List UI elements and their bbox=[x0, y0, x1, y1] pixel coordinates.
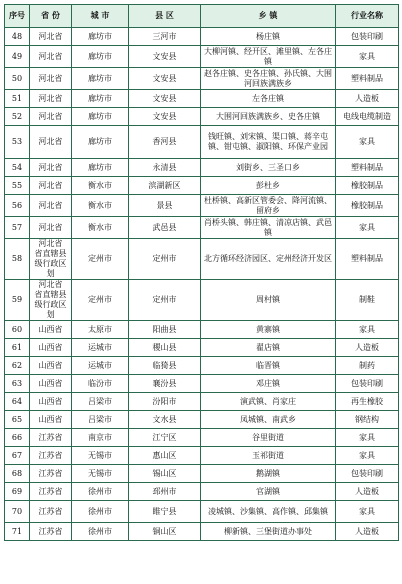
cell-industry: 人造板 bbox=[336, 339, 399, 357]
cell-industry: 橡胶制品 bbox=[336, 177, 399, 195]
cell-industry: 家具 bbox=[336, 217, 399, 239]
cell-city: 运城市 bbox=[72, 357, 129, 375]
table-row bbox=[5, 177, 399, 195]
table-row bbox=[5, 393, 399, 411]
cell-city: 廊坊市 bbox=[72, 68, 129, 90]
cell-town: 刘街乡、三圣口乡 bbox=[201, 159, 336, 177]
cell-industry: 制药 bbox=[336, 357, 399, 375]
cell-no: 64 bbox=[5, 393, 30, 411]
cell-county: 稷山县 bbox=[129, 339, 201, 357]
cell-no: 50 bbox=[5, 68, 30, 90]
cell-town: 周村镇 bbox=[201, 280, 336, 321]
cell-industry: 人造板 bbox=[336, 523, 399, 541]
cell-town: 翟店镇 bbox=[201, 339, 336, 357]
cell-town: 黄寨镇 bbox=[201, 321, 336, 339]
cell-county: 文安县 bbox=[129, 90, 201, 108]
cell-county: 文水县 bbox=[129, 411, 201, 429]
cell-province: 山西省 bbox=[30, 321, 72, 339]
cell-industry: 包装印刷 bbox=[336, 465, 399, 483]
cell-town: 鹅湖镇 bbox=[201, 465, 336, 483]
cell-town: 赵各庄镇、史各庄镇、孙氏镇、大围河回族满族乡 bbox=[201, 68, 336, 90]
cell-town: 杜桥镇、高新区管委会、降河流镇、留府乡 bbox=[201, 195, 336, 217]
cell-no: 70 bbox=[5, 501, 30, 523]
cell-city: 廊坊市 bbox=[72, 46, 129, 68]
table-row bbox=[5, 447, 399, 465]
cell-no: 52 bbox=[5, 108, 30, 126]
cell-industry: 人造板 bbox=[336, 483, 399, 501]
cell-town: 北方循环经济园区、定州经济开发区 bbox=[201, 239, 336, 280]
cell-province bbox=[30, 280, 72, 321]
cell-county: 铜山区 bbox=[129, 523, 201, 541]
cell-no: 71 bbox=[5, 523, 30, 541]
cell-province: 河北省 bbox=[30, 177, 72, 195]
table-row bbox=[5, 159, 399, 177]
cell-town: 谷里街道 bbox=[201, 429, 336, 447]
cell-industry: 制鞋 bbox=[336, 280, 399, 321]
table-row bbox=[5, 108, 399, 126]
cell-province: 江苏省 bbox=[30, 483, 72, 501]
cell-no: 56 bbox=[5, 195, 30, 217]
cell-city: 无锡市 bbox=[72, 447, 129, 465]
cell-province: 河北省 bbox=[30, 46, 72, 68]
cell-province: 江苏省 bbox=[30, 523, 72, 541]
cell-city: 廊坊市 bbox=[72, 126, 129, 159]
table-row bbox=[5, 465, 399, 483]
cell-no: 57 bbox=[5, 217, 30, 239]
cell-town: 钱旺镇、刘宋镇、渠口镇、蒋辛屯镇、钳屯镇、淑阳镇、环保产业园 bbox=[201, 126, 336, 159]
cell-county: 定州市 bbox=[129, 280, 201, 321]
cell-industry: 钢结构 bbox=[336, 411, 399, 429]
cell-county: 滨湖新区 bbox=[129, 177, 201, 195]
cell-province: 江苏省 bbox=[30, 465, 72, 483]
cell-town: 杨庄镇 bbox=[201, 28, 336, 46]
table-row bbox=[5, 280, 399, 321]
table-row bbox=[5, 239, 399, 280]
table-row bbox=[5, 126, 399, 159]
header-province: 省 份 bbox=[30, 5, 72, 28]
cell-province: 河北省 bbox=[30, 195, 72, 217]
table-row bbox=[5, 523, 399, 541]
cell-no: 63 bbox=[5, 375, 30, 393]
cell-city: 徐州市 bbox=[72, 501, 129, 523]
cell-town: 大围河回族满族乡、史各庄镇 bbox=[201, 108, 336, 126]
cell-town: 邓庄镇 bbox=[201, 375, 336, 393]
cell-town: 官湖镇 bbox=[201, 483, 336, 501]
table-row bbox=[5, 429, 399, 447]
cell-city: 廊坊市 bbox=[72, 90, 129, 108]
cell-no: 49 bbox=[5, 46, 30, 68]
cell-city: 徐州市 bbox=[72, 483, 129, 501]
cell-no: 65 bbox=[5, 411, 30, 429]
cell-industry: 橡胶制品 bbox=[336, 195, 399, 217]
cell-province: 山西省 bbox=[30, 357, 72, 375]
cell-no: 66 bbox=[5, 429, 30, 447]
cell-no: 54 bbox=[5, 159, 30, 177]
cell-province: 山西省 bbox=[30, 375, 72, 393]
cell-city: 运城市 bbox=[72, 339, 129, 357]
table-row bbox=[5, 90, 399, 108]
cell-industry: 电线电缆制造 bbox=[336, 108, 399, 126]
cell-no: 68 bbox=[5, 465, 30, 483]
cell-county: 江宁区 bbox=[129, 429, 201, 447]
cell-industry: 家具 bbox=[336, 429, 399, 447]
cell-no: 67 bbox=[5, 447, 30, 465]
cell-city: 太原市 bbox=[72, 321, 129, 339]
cell-county: 文安县 bbox=[129, 46, 201, 68]
header-row bbox=[5, 5, 399, 28]
table-row bbox=[5, 339, 399, 357]
cell-industry: 家具 bbox=[336, 126, 399, 159]
cell-county: 文安县 bbox=[129, 68, 201, 90]
cell-industry: 再生橡胶 bbox=[336, 393, 399, 411]
cell-county: 定州市 bbox=[129, 239, 201, 280]
table-body bbox=[5, 28, 399, 541]
cell-province-subdivision: 省直辖县级行政区划 bbox=[34, 290, 67, 319]
table-header bbox=[5, 5, 399, 28]
cell-city: 吕梁市 bbox=[72, 393, 129, 411]
cell-industry: 家具 bbox=[336, 321, 399, 339]
cell-no: 62 bbox=[5, 357, 30, 375]
cell-province: 河北省 bbox=[30, 159, 72, 177]
table-row bbox=[5, 375, 399, 393]
cell-no: 53 bbox=[5, 126, 30, 159]
table-row bbox=[5, 321, 399, 339]
cell-province-name: 河北省 bbox=[38, 239, 63, 248]
cell-town: 玉祁街道 bbox=[201, 447, 336, 465]
cell-county: 邳州市 bbox=[129, 483, 201, 501]
cell-province: 河北省 bbox=[30, 90, 72, 108]
cell-province: 山西省 bbox=[30, 339, 72, 357]
cell-county: 永清县 bbox=[129, 159, 201, 177]
cell-no: 51 bbox=[5, 90, 30, 108]
header-county: 县 区 bbox=[129, 5, 201, 28]
cell-city: 南京市 bbox=[72, 429, 129, 447]
cell-city: 衡水市 bbox=[72, 177, 129, 195]
cell-industry: 塑料制品 bbox=[336, 159, 399, 177]
cell-industry: 包装印刷 bbox=[336, 28, 399, 46]
cell-industry: 家具 bbox=[336, 46, 399, 68]
cell-county: 香河县 bbox=[129, 126, 201, 159]
table-row bbox=[5, 68, 399, 90]
cell-province: 河北省 bbox=[30, 108, 72, 126]
cell-county: 武邑县 bbox=[129, 217, 201, 239]
header-town: 乡 镇 bbox=[201, 5, 336, 28]
cell-province: 河北省 bbox=[30, 28, 72, 46]
cell-province: 河北省 bbox=[30, 217, 72, 239]
table-row bbox=[5, 46, 399, 68]
cell-province: 河北省 bbox=[30, 126, 72, 159]
table-row bbox=[5, 195, 399, 217]
cell-city: 廊坊市 bbox=[72, 108, 129, 126]
cell-no: 61 bbox=[5, 339, 30, 357]
cell-no: 59 bbox=[5, 280, 30, 321]
table-row bbox=[5, 501, 399, 523]
cell-town: 肖桥头镇、韩庄镇、清凉店镇、武邑镇 bbox=[201, 217, 336, 239]
header-industry: 行业名称 bbox=[336, 5, 399, 28]
cell-province-subdivision: 省直辖县级行政区划 bbox=[34, 249, 67, 278]
cell-industry: 家具 bbox=[336, 447, 399, 465]
cell-county: 阳曲县 bbox=[129, 321, 201, 339]
cell-city: 临汾市 bbox=[72, 375, 129, 393]
cell-no: 60 bbox=[5, 321, 30, 339]
cell-province: 河北省 bbox=[30, 68, 72, 90]
cell-city: 廊坊市 bbox=[72, 159, 129, 177]
cell-no: 58 bbox=[5, 239, 30, 280]
cell-no: 69 bbox=[5, 483, 30, 501]
header-city: 城 市 bbox=[72, 5, 129, 28]
table-row bbox=[5, 217, 399, 239]
cell-city: 吕梁市 bbox=[72, 411, 129, 429]
cell-town: 演武镇、肖家庄 bbox=[201, 393, 336, 411]
cell-city: 衡水市 bbox=[72, 195, 129, 217]
header-no: 序号 bbox=[5, 5, 30, 28]
cell-city: 衡水市 bbox=[72, 217, 129, 239]
cell-city: 廊坊市 bbox=[72, 28, 129, 46]
cell-county: 景县 bbox=[129, 195, 201, 217]
cell-province: 山西省 bbox=[30, 411, 72, 429]
cell-province: 江苏省 bbox=[30, 501, 72, 523]
cell-town: 凤城镇、南武乡 bbox=[201, 411, 336, 429]
cell-town: 左各庄镇 bbox=[201, 90, 336, 108]
cell-town: 彭杜乡 bbox=[201, 177, 336, 195]
cell-no: 48 bbox=[5, 28, 30, 46]
cell-province: 江苏省 bbox=[30, 447, 72, 465]
cell-county: 三河市 bbox=[129, 28, 201, 46]
table-row bbox=[5, 357, 399, 375]
cell-province bbox=[30, 239, 72, 280]
cell-county: 汾阳市 bbox=[129, 393, 201, 411]
cell-town: 大柳河镇、经开区、滩里镇、左各庄镇 bbox=[201, 46, 336, 68]
cell-province: 江苏省 bbox=[30, 429, 72, 447]
table-row bbox=[5, 28, 399, 46]
cell-town: 凌城镇、沙集镇、高作镇、邱集镇 bbox=[201, 501, 336, 523]
cell-city: 徐州市 bbox=[72, 523, 129, 541]
industry-table bbox=[4, 4, 399, 541]
cell-province: 山西省 bbox=[30, 393, 72, 411]
cell-province-name: 河北省 bbox=[38, 280, 63, 289]
cell-city: 定州市 bbox=[72, 280, 129, 321]
cell-industry: 人造板 bbox=[336, 90, 399, 108]
cell-county: 文安县 bbox=[129, 108, 201, 126]
cell-town: 柳新镇、三堡街道办事处 bbox=[201, 523, 336, 541]
cell-county: 睢宁县 bbox=[129, 501, 201, 523]
cell-county: 襄汾县 bbox=[129, 375, 201, 393]
cell-town: 临晋镇 bbox=[201, 357, 336, 375]
cell-industry: 塑料制品 bbox=[336, 239, 399, 280]
cell-county: 临猗县 bbox=[129, 357, 201, 375]
table-row bbox=[5, 411, 399, 429]
table-row bbox=[5, 483, 399, 501]
cell-county: 锡山区 bbox=[129, 465, 201, 483]
cell-county: 惠山区 bbox=[129, 447, 201, 465]
cell-industry: 家具 bbox=[336, 501, 399, 523]
cell-no: 55 bbox=[5, 177, 30, 195]
cell-city: 定州市 bbox=[72, 239, 129, 280]
cell-city: 无锡市 bbox=[72, 465, 129, 483]
cell-industry: 塑料制品 bbox=[336, 68, 399, 90]
cell-industry: 包装印刷 bbox=[336, 375, 399, 393]
